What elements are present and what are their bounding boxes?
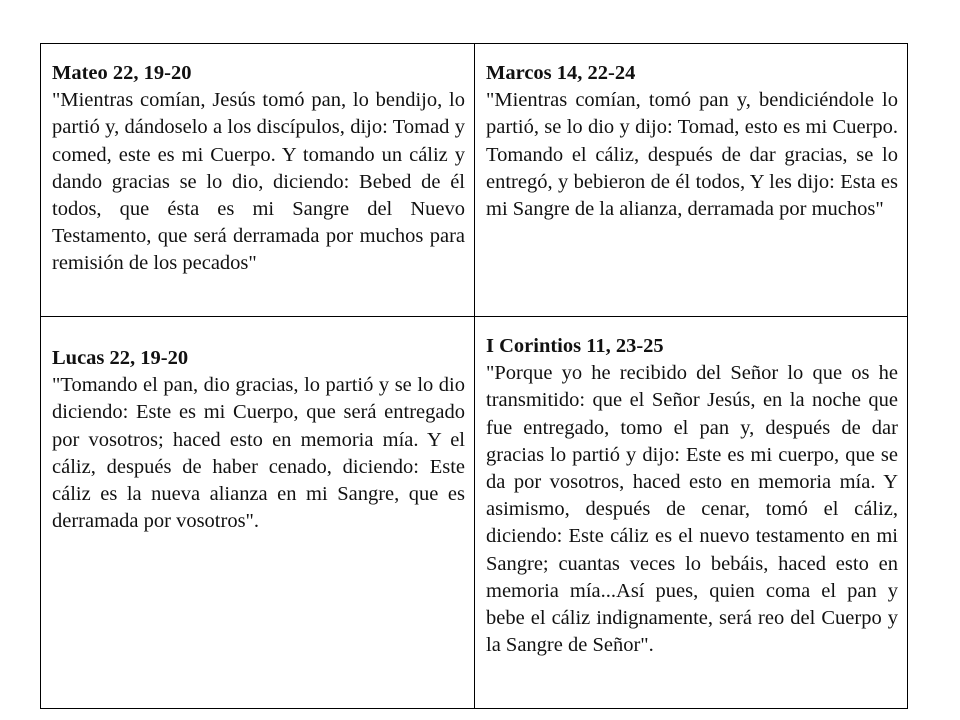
passage-text-mateo: "Mientras comían, Jesús tomó pan, lo bendijo, lo partió y, dándoselo a los discípulos, dijo: Tomad y comed, este es mi Cuerpo. Y tomando un cáliz y dando gracias se lo dio, diciendo: Bebed de él todos, que ésta es mi Sangre del Nuevo Testamento, que será derramada por muchos para remisión de los pecados" (52, 89, 465, 275)
passage-text-marcos: "Mientras comían, tomó pan y, bendiciéndole lo partió, se lo dio y dijo: Tomad, esto es mi Cuerpo. Tomando el cáliz, después de dar gracias, se lo entregó, y bebieron de él todos, Y les dijo: Esta es mi Sangre de la alianza, derramada por muchos" (486, 89, 898, 221)
table-row (41, 44, 908, 317)
passage-reference-mateo: Mateo 22, 19-20 (52, 62, 192, 84)
cell-mateo (41, 44, 475, 317)
table-row (41, 317, 908, 709)
passage-text-corintios: "Porque yo he recibido del Señor lo que os he transmitido: que el Señor Jesús, en la noche que fue entregado, tomo el pan y, después de dar gracias lo partió y dijo: Este es mi cuerpo, que se da por vosotros, haced esto en memoria mía. Y asimismo, después de cenar, tomó el cáliz, diciendo: Este cáliz es el nuevo testamento en mi Sangre; cuantas veces lo bebáis, haced esto en memoria mía...Así pues, quien coma el pan y bebe el cáliz indignamente, será reo del Cuerpo y la Sangre de Señor". (486, 362, 898, 657)
passage-reference-marcos: Marcos 14, 22-24 (486, 62, 636, 84)
passage-reference-lucas: Lucas 22, 19-20 (52, 347, 189, 369)
cell-marcos (475, 44, 908, 317)
passage-reference-corintios: I Corintios 11, 23-25 (486, 335, 664, 357)
cell-lucas (41, 317, 475, 709)
passages-table (40, 43, 908, 709)
passage-text-lucas: "Tomando el pan, dio gracias, lo partió y se lo dio diciendo: Este es mi Cuerpo, que será entregado por vosotros; haced esto en memoria mía. Y el cáliz, después de haber cenado, diciendo: Este cáliz es la nueva alianza en mi Sangre, que es derramada por vosotros". (52, 374, 465, 533)
cell-corintios (475, 317, 908, 709)
